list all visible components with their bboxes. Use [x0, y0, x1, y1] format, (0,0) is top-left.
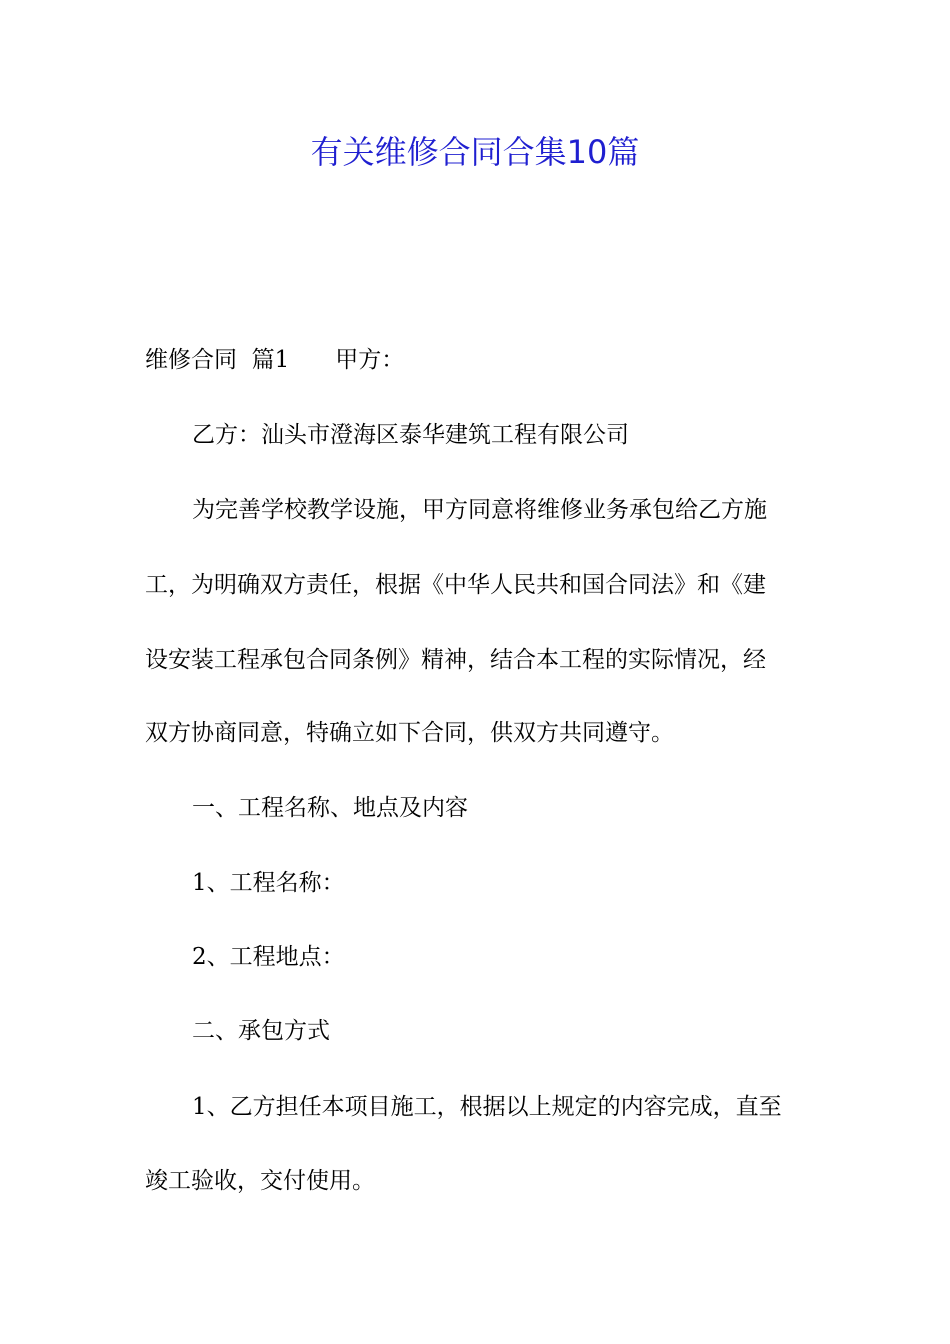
document-title: 有关维修合同合集10篇 — [310, 133, 640, 171]
clause1-item2: 2、工程地点： — [192, 944, 345, 970]
clause2-item1-line1: 1、乙方担任本项目施工，根据以上规定的内容完成，直至 — [192, 1094, 782, 1120]
clause2-item1-line2: 竣工验收，交付使用。 — [145, 1168, 375, 1194]
clause2-heading: 二、承包方式 — [192, 1018, 330, 1044]
clause1-heading: 一、工程名称、地点及内容 — [192, 795, 468, 821]
party-a-label: 甲方： — [335, 347, 405, 373]
party-b-line: 乙方：汕头市澄海区泰华建筑工程有限公司 — [192, 422, 629, 448]
section-heading — [145, 345, 810, 375]
paragraph1-line3: 设安装工程承包合同条例》精神，结合本工程的实际情况，经 — [145, 647, 766, 673]
section-label: 维修合同 — [145, 347, 237, 373]
clause1-item1: 1、工程名称： — [192, 870, 345, 896]
paragraph1-line2: 工，为明确双方责任，根据《中华人民共和国合同法》和《建 — [145, 572, 766, 598]
section-number: 篇1 — [251, 347, 290, 373]
paragraph1-line4: 双方协商同意，特确立如下合同，供双方共同遵守。 — [145, 720, 674, 746]
paragraph1-line1: 为完善学校教学设施，甲方同意将维修业务承包给乙方施 — [192, 497, 767, 523]
